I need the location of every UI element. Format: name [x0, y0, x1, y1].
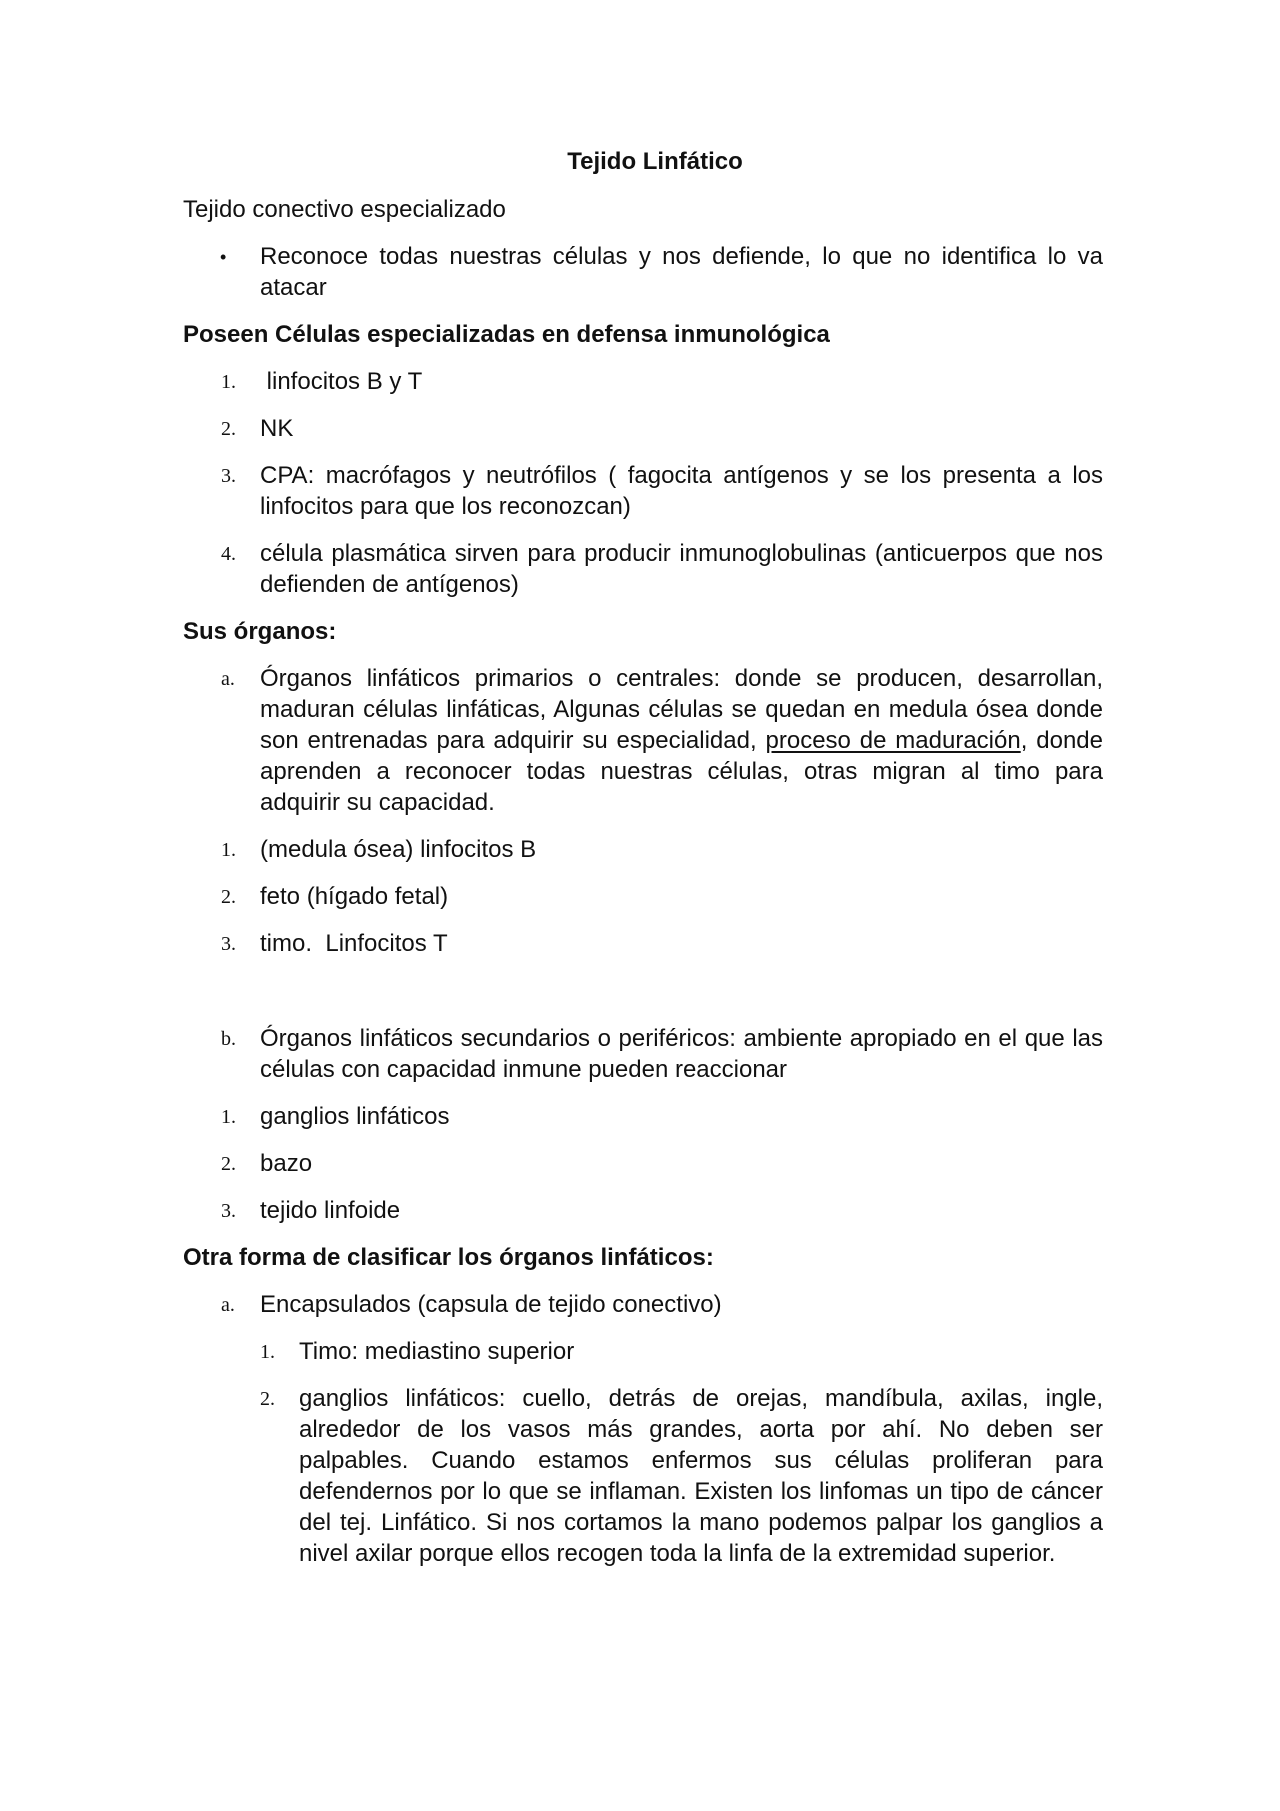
list-marker: 1. — [221, 1106, 236, 1128]
list-item — [183, 1289, 1103, 1320]
list-item — [183, 538, 1103, 600]
list-item — [183, 1195, 1103, 1226]
list-marker: 1. — [221, 839, 236, 861]
list-marker: 3. — [221, 933, 236, 955]
list-item-text: ganglios linfáticos — [260, 1103, 450, 1130]
text-run: , donde aprenden a reconocer todas nuestras células, otras migran al timo para adquirir su capacidad. — [260, 727, 1103, 816]
list-item — [183, 1023, 1103, 1085]
bullet-marker: • — [220, 247, 227, 267]
list-item-text: linfocitos B y T — [260, 368, 423, 395]
section-heading: Sus órganos: — [183, 618, 337, 645]
list-item — [183, 834, 1103, 865]
list-marker: 2. — [221, 1153, 236, 1175]
list-item-text: feto (hígado fetal) — [260, 883, 449, 910]
list-item-text: timo. Linfocitos T — [260, 930, 448, 957]
list-marker: 1. — [260, 1341, 275, 1363]
list-item-text: Encapsulados (capsula de tejido conectivo) — [260, 1291, 722, 1318]
list-item-text: Órganos linfáticos secundarios o periféricos: ambiente apropiado en el que las células con capacidad inmune pueden reaccionar — [260, 1025, 1103, 1083]
list-item — [183, 241, 1103, 303]
text-run: Órganos linfáticos primarios o centrales: donde se producen, desarrollan, maduran células linfáticas, Algunas células se quedan en medula ósea donde son entrenadas para adquirir su especialidad, — [260, 665, 1103, 754]
list-item — [183, 663, 1103, 818]
list-marker: 1. — [221, 371, 236, 393]
list-marker: 2. — [221, 886, 236, 908]
list-item — [183, 460, 1103, 522]
list-item — [183, 413, 1103, 444]
underlined-term: proceso de maduración — [765, 727, 1021, 754]
list-item-text: tejido linfoide — [260, 1197, 401, 1224]
list-item-text: CPA: macrófagos y neutrófilos ( fagocita antígenos y se los presenta a los linfocitos para que los reconozcan) — [260, 462, 1103, 520]
intro-text: Tejido conectivo especializado — [183, 196, 506, 223]
list-item — [183, 928, 1103, 959]
list-marker: 2. — [260, 1388, 275, 1410]
list-item-text: (medula ósea) linfocitos B — [260, 836, 537, 863]
list-item-text: bazo — [260, 1150, 313, 1177]
nested-list-item — [183, 1383, 1103, 1569]
list-marker: 3. — [221, 465, 236, 487]
section-heading: Otra forma de clasificar los órganos linfáticos: — [183, 1244, 714, 1271]
list-item-text: célula plasmática sirven para producir inmunoglobulinas (anticuerpos que nos defienden de antígenos) — [260, 540, 1103, 598]
list-marker: 2. — [221, 418, 236, 440]
list-item-text: Reconoce todas nuestras células y nos defiende, lo que no identifica lo va atacar — [260, 243, 1103, 301]
section-heading: Poseen Células especializadas en defensa inmunológica — [183, 321, 830, 348]
list-marker: 3. — [221, 1200, 236, 1222]
nested-list-item — [183, 1336, 1103, 1367]
list-marker: a. — [221, 1294, 235, 1316]
list-item — [183, 881, 1103, 912]
document-title: Tejido Linfático — [567, 148, 743, 175]
list-item — [183, 366, 1103, 397]
list-item — [183, 1148, 1103, 1179]
list-item-text: ganglios linfáticos: cuello, detrás de orejas, mandíbula, axilas, ingle, alrededor de los vasos más grandes, aorta por ahí. No deben ser palpables. Cuando estamos enfermos sus células proliferan para defendernos por lo que se inflaman. Existen los linfomas un tipo de cáncer del tej. Linfático. Si nos cortamos la mano podemos palpar los ganglios a nivel axilar porque ellos recogen toda la linfa de la extremidad superior. — [299, 1385, 1103, 1567]
list-item — [183, 1101, 1103, 1132]
list-marker: a. — [221, 668, 235, 690]
list-item-text — [260, 665, 1103, 816]
document-page — [183, 146, 1103, 1585]
list-item-text: NK — [260, 415, 294, 442]
list-marker: 4. — [221, 543, 236, 565]
list-marker: b. — [221, 1028, 236, 1050]
blank-line — [183, 975, 1103, 1023]
list-item-text: Timo: mediastino superior — [299, 1338, 575, 1365]
